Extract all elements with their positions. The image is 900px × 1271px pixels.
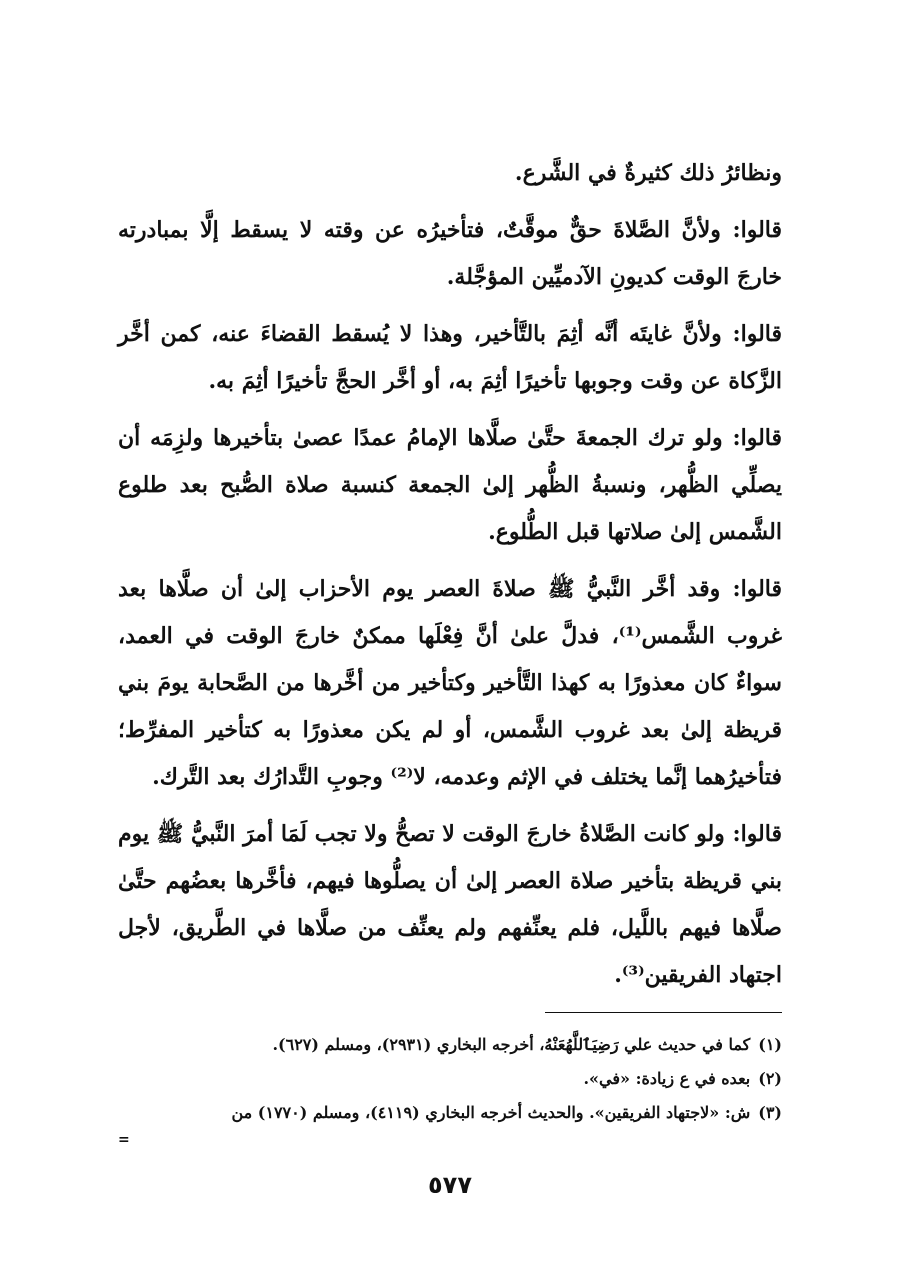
paragraph-3: قالوا: ولأنَّ غايتَه أنَّه أثِمَ بالتَّأخير، وهذا لا يُسقط القضاءَ عنه، كمن أخَّر الزَّكاة عن وقت وجوبها تأخيرًا أثِمَ به، أو أخَّر الحجَّ تأخيرًا أثِمَ به. [118,321,782,394]
footnote-1-number: (١) [758,1035,782,1054]
footnote-1-text: كما في حديث علي رَضِيَٱللَّهُعَنْهُ، أخرجه البخاري (٢٩٣١)، ومسلم (٦٢٧). [272,1035,751,1054]
paragraph-5: قالوا: وقد أخَّر النَّبيُّ ﷺ صلاةَ العصر يوم الأحزاب إلىٰ أن صلَّاها بعد غروب الشَّمس⁽¹⁾، فدلَّ علىٰ أنَّ فِعْلَها ممكنٌ خارجَ الوقت في العمد، سواءٌ كان معذورًا به كهذا التَّأخير وكتأخير من أخَّرها من الصَّحابة يومَ بني قريظة إلىٰ بعد غروب الشَّمس، أو لم يكن معذورًا به كتأخير المفرِّط؛ فتأخيرُهما إنَّما يختلف في الإثم وعدمه، لا⁽²⁾ وجوبِ التَّدارُك بعد التَّرك. [118,576,782,790]
paragraph-4: قالوا: ولو ترك الجمعةَ حتَّىٰ صلَّاها الإمامُ عمدًا عصىٰ بتأخيرها ولزِمَه أن يصلِّي الظُّهر، ونسبةُ الظُّهر إلىٰ الجمعة كنسبة صلاة الصُّبح بعد طلوع الشَّمس إلىٰ صلاتها قبل الطُّلوع. [118,425,782,545]
paragraph-2: قالوا: ولأنَّ الصَّلاةَ حقٌّ موقَّتٌ، فتأخيرُه عن وقته لا يسقط إلَّا بمبادرته خارجَ الوقت كديونِ الآدميِّين المؤجَّلة. [118,217,782,290]
footnote-2 [118,1062,782,1096]
paragraph-6: قالوا: ولو كانت الصَّلاةُ خارجَ الوقت لا تصحُّ ولا تجب لَمَا أمرَ النَّبيُّ ﷺ يوم بني قريظة بتأخير صلاة العصر إلىٰ أن يصلُّوها فيهم، فأخَّرها بعضُهم حتَّىٰ صلَّاها فيهم باللَّيل، فلم يعنِّفهم ولم يعنِّف من صلَّاها في الطَّريق، لأجل اجتهاد الفريقين⁽³⁾. [118,821,782,988]
footnote-divider [545,1012,782,1013]
footnote-3-number: (٣) [758,1103,782,1122]
footnote-continuation-mark: = [118,1132,130,1148]
footnote-2-text: بعده في ع زيادة: «في». [583,1069,751,1088]
footnotes [118,1028,782,1130]
main-text [118,150,782,1009]
footnote-2-number: (٢) [758,1069,782,1088]
footnote-1 [118,1028,782,1062]
paragraph-1: ونظائرُ ذلك كثيرةٌ في الشَّرع. [514,160,782,186]
page-number: ٥٧٧ [428,1171,472,1199]
footnote-3 [118,1096,782,1130]
footnote-3-text: ش: «لاجتهاد الفريقين». والحديث أخرجه البخاري (٤١١٩)، ومسلم (١٧٧٠) من [231,1103,751,1122]
